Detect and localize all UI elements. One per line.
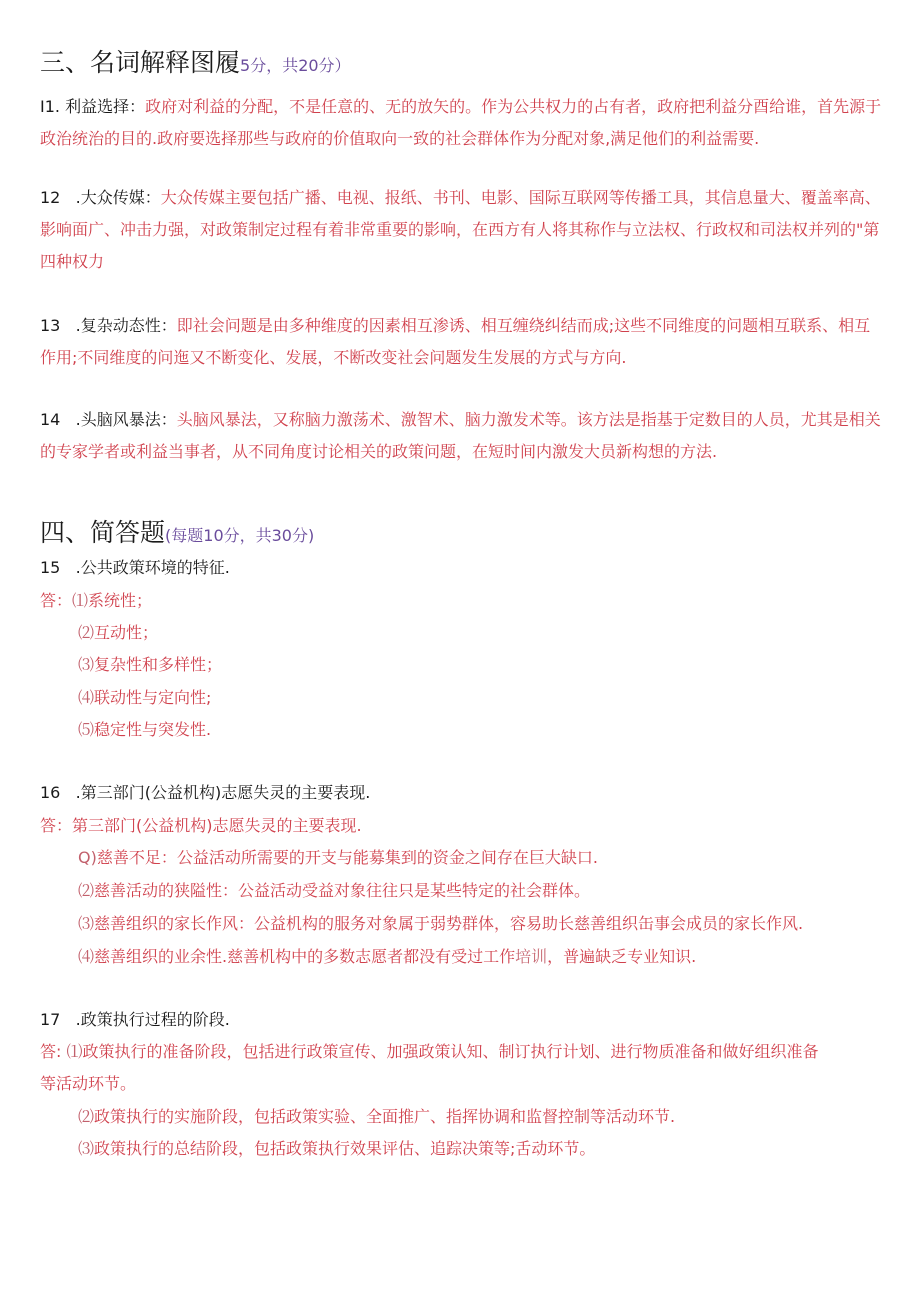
question-number: 16 (40, 783, 61, 802)
answer-15-item-2 (78, 621, 158, 645)
answer-text-end: ，普遍缺乏专业知识. (547, 947, 697, 966)
item-number: I1. (40, 97, 60, 116)
term-definition: 政府对利益的分配，不是任意的、无的放矢的。作为公共权力的占有者，政府把利益分酉给谁，首先源于政治统治的目的.政府要选择那些与政府的价值取向一致的社会群体作为分配对象,满足他们的利益需要. (40, 97, 882, 148)
term-item-14 (40, 404, 885, 468)
answer-17-item-1-cont (40, 1072, 136, 1096)
item-marker: ⑵ (78, 623, 95, 642)
item-number: 13 (40, 316, 61, 335)
question-number: 15 (40, 558, 61, 577)
term-item-13 (40, 310, 885, 374)
item-number: 12 (40, 188, 61, 207)
question-text: .第三部门(公益机构)志愿失灵的主要表现. (75, 783, 371, 802)
answer-16-item-1 (78, 846, 598, 870)
answer-text: 第三部门(公益机构)志愿失灵的主要表现. (72, 816, 362, 835)
answer-text: 系统性； (88, 591, 153, 610)
answer-text: 稳定性与突发性. (94, 720, 212, 739)
answer-15-item-3 (78, 653, 222, 677)
answer-15-item-1 (40, 589, 152, 613)
answer-text: 互动性； (94, 623, 159, 642)
answer-text: 政策执行的实施阶段，包括政策实验、全面推广、指挥协调和监督控制等活动环节. (94, 1107, 676, 1126)
term-definition: 大众传媒主要包括广播、电视、报纸、书刊、电影、国际互联网等传播工具，其信息量大、覆盖率高、影响面广、冲击力强，对政策制定过程有着非常重要的影响，在西方有人将其称作与立法权、行政权和司法权并列的"第四种权力 (40, 188, 881, 271)
question-text: .政策执行过程的阶段. (75, 1010, 230, 1029)
term-definition: 即社会问题是由多种维度的因素相互渗诱、相互缠绕纠结而成;这些不同维度的问题相互联系、相互作用;不同维度的问迤又不断变化、发展，不断改变社会问题发生发展的方式与方向. (40, 316, 871, 367)
term-name: 利益选择： (65, 97, 146, 116)
section-score: 5分，共20分） (240, 56, 351, 75)
item-marker: ⑴ (72, 591, 89, 610)
section-heading-terms (40, 48, 351, 81)
answer-text: 政策执行的准备阶段，包括进行政策宣传、加强政策认知、制订执行计划、进行物质准备和做好组织准备 (82, 1042, 819, 1061)
answer-label: 答: (40, 1042, 62, 1061)
question-17 (40, 1008, 230, 1032)
item-marker: ⑶ (78, 655, 95, 674)
answer-16-item-2 (78, 879, 590, 903)
term-name: .复杂动态性： (75, 316, 177, 335)
answer-16-intro (40, 814, 362, 838)
answer-15-item-5 (78, 718, 211, 742)
answer-17-item-2 (78, 1105, 675, 1129)
question-15 (40, 556, 230, 580)
answer-17-item-1 (40, 1040, 819, 1064)
term-name: .头脑风暴法： (75, 410, 177, 429)
answer-15-item-4 (78, 686, 211, 710)
item-marker: ⑵ (78, 1107, 95, 1126)
item-marker: Q) (78, 848, 97, 867)
item-marker: ⑷ (78, 947, 95, 966)
term-item-12 (40, 182, 885, 278)
item-marker: ⑵ (78, 881, 95, 900)
section-title: 四、简答题 (40, 518, 166, 547)
item-marker: ⑶ (78, 1139, 95, 1158)
section-score: (每题10分，共30分) (165, 526, 315, 545)
item-marker: ⑴ (66, 1042, 83, 1061)
answer-text: 联动性与定向性; (94, 688, 212, 707)
question-number: 17 (40, 1010, 61, 1029)
section-heading-short-answer (40, 518, 314, 551)
item-marker: ⑶ (78, 914, 95, 933)
item-marker: ⑸ (78, 720, 95, 739)
term-name: .大众传媒： (75, 188, 161, 207)
answer-text-tail: 培训 (515, 947, 548, 966)
term-item-11 (40, 91, 885, 155)
answer-text: 政策执行的总结阶段，包括政策执行效果评估、追踪决策等;舌动环节。 (94, 1139, 596, 1158)
answer-text-continued: 等活动环节。 (40, 1074, 137, 1093)
answer-text: 慈善组织的家长作风：公益机构的服务对象属于弱势群体，容易助长慈善组织缶事会成员的家长作风. (94, 914, 804, 933)
answer-text: 复杂性和多样性； (94, 655, 223, 674)
answer-17-item-3 (78, 1137, 595, 1161)
answer-label: 答： (40, 816, 73, 835)
answer-text: 慈善不足：公益活动所需要的开支与能募集到的资金之间存在巨大缺口. (96, 848, 598, 867)
answer-text: 慈善活动的狭隘性：公益活动受益对象往往只是某些特定的社会群体。 (94, 881, 591, 900)
question-16 (40, 781, 370, 805)
item-marker: ⑷ (78, 688, 95, 707)
answer-16-item-3 (78, 912, 803, 936)
answer-16-item-4 (78, 945, 696, 969)
answer-text: 慈善组织的业余性.慈善机构中的多数志愿者都没有受过工作 (94, 947, 516, 966)
term-definition: 头脑风暴法，又称脑力激荡术、激智术、脑力激发术等。该方法是指基于定数目的人员，尤其是相关的专家学者或利益当事者，从不同角度讨论相关的政策问题，在短时间内激发大员新构想的方法. (40, 410, 881, 461)
answer-label: 答： (40, 591, 73, 610)
section-title: 三、名词解释图履 (40, 48, 241, 77)
item-number: 14 (40, 410, 61, 429)
question-text: .公共政策环境的特征. (75, 558, 230, 577)
